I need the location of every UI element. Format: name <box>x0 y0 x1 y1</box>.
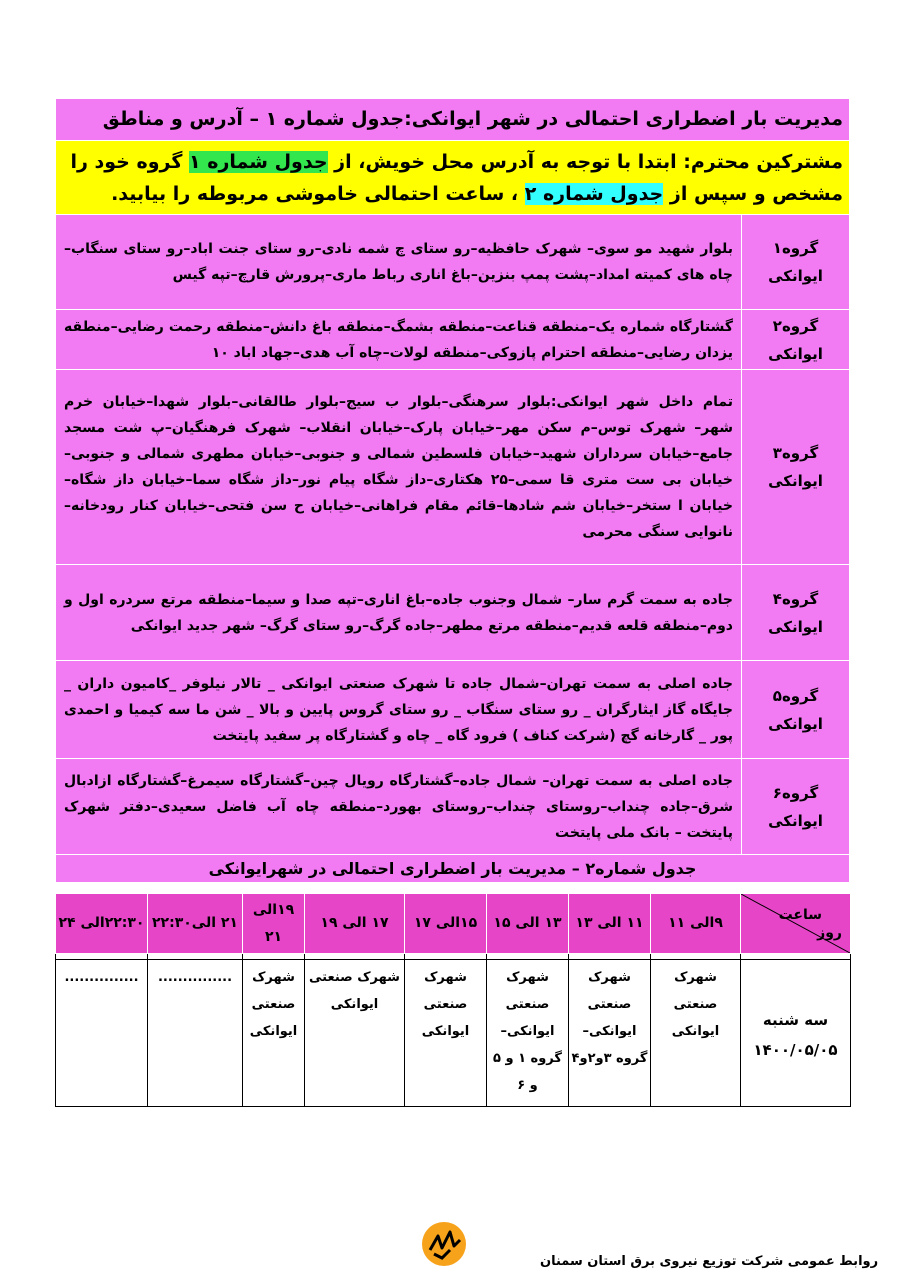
electricity-company-logo-icon <box>420 1220 468 1268</box>
group-row <box>56 370 850 565</box>
group-row <box>56 661 850 759</box>
instruction-text-4: ، ساعت احتمالی خاموشی مربوطه را بیابید. <box>111 182 519 205</box>
schedule-cell: شهرک صنعتی ایوانکی <box>243 960 305 1107</box>
group-label <box>742 310 850 370</box>
group-name: گروه۱ <box>772 239 819 257</box>
schedule-cell: شهرک صنعتی ایوانکی– گروه ۳و۲و۴ <box>569 960 651 1107</box>
time-slot-header: ۲۲:۳۰الی ۲۴ <box>56 894 148 954</box>
group-areas: جاده اصلی به سمت تهران–شمال جاده تا شهرک صنعتی ایوانکی _ تالار نیلوفر _کامیون داران _ جایگاه گاز ایثارگران _ رو ستای سنگاب _ رو ستای گروس پایین و بالا _ شن ما سه کیمیا و احمدی پور _ گارخانه گچ (شرکت کناف ) فرود گاه _ چاه و گشتارگاه پر سفید پایتخت <box>56 661 742 759</box>
instruction-highlight-table1: جدول شماره ۱ <box>189 150 328 173</box>
day-cell <box>741 960 851 1107</box>
group-areas: گشتارگاه شماره یک–منطقه قناعت–منطقه بشمگ–منطقه باغ دانش–منطقه رحمت رضایی–منطقه یزدان رضایی–منطقه احترام پازوکی–منطقه لولات–چاه آب هدی–جهاد اباد ۱۰ <box>56 310 742 370</box>
group-label <box>742 370 850 565</box>
corner-day-label: روز <box>817 925 842 941</box>
addresses-table <box>55 98 850 883</box>
time-slot-header: ۱۷ الی ۱۹ <box>305 894 405 954</box>
corner-hour-label: ساعت <box>778 907 822 923</box>
time-slot-header: ۹الی ۱۱ <box>651 894 741 954</box>
time-slot-header: ۱۱ الی ۱۳ <box>569 894 651 954</box>
group-areas: جاده اصلی به سمت تهران– شمال جاده–گشتارگاه رویال چین–گشتارگاه سیمرغ–گشتارگاه ازادبال شرق–جاده چنداب–روستای چنداب–روستای بهورد–منطقه چاه آب فاضل سعیدی–دفتر شهرک پایتخت – بانک ملی پایتخت <box>56 759 742 855</box>
group-areas: بلوار شهید مو سوی– شهرک حافظیه–رو ستای چ شمه نادی–رو ستای جنت اباد–رو ستای سنگاب–چاه های کمیته امداد–پشت پمپ بنزین–باغ اناری رباط ماری–پرورش قارچ–تپه گیس <box>56 215 742 310</box>
schedule-cell: شهرک صنعتی ایوانکی <box>651 960 741 1107</box>
group-city: ایوانکی <box>768 714 823 733</box>
group-city: ایوانکی <box>768 267 823 285</box>
group-name: گروه۶ <box>772 783 819 802</box>
time-slot-header: ۲۱ الی۲۲:۳۰ <box>148 894 243 954</box>
group-row <box>56 565 850 661</box>
schedule-cell: ............... <box>56 960 148 1107</box>
day-date: ۱۴۰۰/۰۵/۰۵ <box>753 1041 838 1059</box>
group-row <box>56 215 850 310</box>
group-city: ایوانکی <box>768 811 823 830</box>
group-row <box>56 310 850 370</box>
schedule-table <box>55 893 851 1107</box>
time-slot-header: ۱۳ الی ۱۵ <box>487 894 569 954</box>
schedule-header-row <box>56 894 851 954</box>
corner-header <box>741 894 851 954</box>
group-areas: جاده به سمت گرم سار– شمال وجنوب جاده–باغ اناری–تپه صدا و سیما–منطقه مرتع سردره اول و دوم–منطقه قلعه قدیم–منطقه مرتع مطهر–جاده گرگ–رو ستای گرگ– شهر جدید ایوانکی <box>56 565 742 661</box>
group-name: گروه۲ <box>772 316 819 335</box>
group-label <box>742 759 850 855</box>
time-slot-header: ۱۹الی ۲۱ <box>243 894 305 954</box>
group-label <box>742 565 850 661</box>
schedule-row <box>56 960 851 1107</box>
group-city: ایوانکی <box>768 617 823 636</box>
footer <box>420 1220 879 1280</box>
group-city: ایوانکی <box>768 344 823 363</box>
footer-text: روابط عمومی شرکت توزیع نیروی برق استان سمنان <box>540 1254 879 1269</box>
group-name: گروه۵ <box>772 686 819 705</box>
instruction-text-2: گروه خود را <box>70 150 183 173</box>
time-slot-header: ۱۵الی ۱۷ <box>405 894 487 954</box>
table1-header <box>56 99 850 141</box>
schedule-cell: شهرک صنعتی ایوانکی <box>405 960 487 1107</box>
group-name: گروه۳ <box>772 444 819 462</box>
instruction-highlight-table2: جدول شماره ۲ <box>524 182 664 205</box>
group-name: گروه۴ <box>772 589 819 608</box>
group-city: ایوانکی <box>768 472 823 490</box>
group-row <box>56 759 850 855</box>
schedule-cell: شهرک صنعتی ایوانکی <box>305 960 405 1107</box>
table1-title: مدیریت بار اضطراری احتمالی در شهر ایوانکی:جدول شماره ۱ – آدرس و مناطق <box>102 108 843 130</box>
schedule-table-title: جدول شماره۲ – مدیریت بار اضطراری احتمالی در شهرایوانکی <box>56 855 850 883</box>
schedule-cell: ............... <box>148 960 243 1107</box>
group-label <box>742 215 850 310</box>
instruction-text-1: مشترکین محترم: ابتدا با توجه به آدرس محل خویش، از <box>334 150 843 173</box>
instructions <box>56 141 850 215</box>
schedule-cell: شهرک صنعتی ایوانکی– گروه ۱ و ۵ و ۶ <box>487 960 569 1107</box>
group-label <box>742 661 850 759</box>
instruction-text-3: مشخص و سپس از <box>669 182 843 205</box>
group-areas: تمام داخل شهر ایوانکی:بلوار سرهنگی–بلوار ب سیج–بلوار طالقانی–بلوار شهدا–خیابان خرم شهر– شهرک توس–م سکن مهر–خیابان پارک–خیابان انقلاب– شهرک فرهنگیان–پ شت مسجد جامع–خیابان سرداران شهید–خیابان فلسطین شمالی و جنوبی–خیابان مطهری شمالی و جنوبی–خیابان بی ست متری قا سمی–۲۵ هکتاری–داز شگاه پیام نور–داز شگاه سما–خیابان داز شگاه–خیابان ا ستخر–خیابان شم شادها–قائم مقام فراهانی–خیابان ح سن فتحی–خیابان کنار رودخانه–نانوایی سنگی محرمی <box>56 370 742 565</box>
day-name: سه شنبه <box>762 1011 829 1029</box>
